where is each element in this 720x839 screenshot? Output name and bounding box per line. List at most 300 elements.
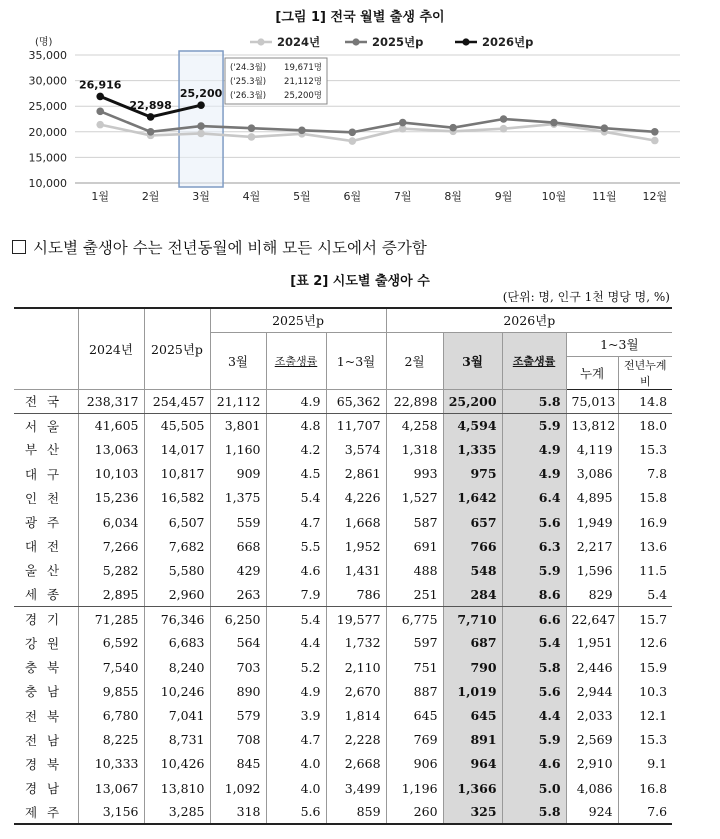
val-2026-mar: 790: [443, 655, 502, 679]
point-2-0: [96, 93, 104, 101]
val-2026-feb: 260: [386, 800, 443, 824]
val-2025: 45,505: [144, 413, 210, 437]
val-2025-janmar: 2,861: [326, 462, 386, 486]
val-2025-cbr: 4.0: [266, 752, 326, 776]
val-2024: 41,605: [78, 413, 144, 437]
table-row: [14, 631, 672, 655]
region-name: [14, 413, 78, 437]
val-2026-cbr: 6.3: [502, 534, 566, 558]
region-char: 세: [24, 587, 38, 603]
val-2024: 6,592: [78, 631, 144, 655]
point-2-2: [197, 101, 205, 109]
val-2024: 3,156: [78, 800, 144, 824]
region-char: 제: [24, 804, 38, 820]
unit-note: (단위: 명, 인구 1천 명당 명, %): [502, 290, 670, 304]
x-tick-label: 2월: [141, 190, 160, 203]
val-2025-janmar: 19,577: [326, 607, 386, 631]
region-name: [14, 389, 78, 413]
val-2025: 10,246: [144, 679, 210, 703]
table-row: [14, 679, 672, 703]
tooltip-label: ('24.3월): [230, 63, 267, 73]
point-0-3: [248, 133, 256, 141]
val-2026-yoy: 7.6: [618, 800, 672, 824]
region-char: 주: [46, 515, 60, 531]
region-name: [14, 607, 78, 631]
val-2025: 13,810: [144, 776, 210, 800]
val-2024: 238,317: [78, 389, 144, 413]
val-2025-mar: 1,092: [210, 776, 266, 800]
y-axis-unit: (명): [35, 37, 53, 48]
table-row: [14, 800, 672, 824]
table-row: [14, 752, 672, 776]
legend-label: 2025년p: [372, 35, 424, 49]
val-2025-cbr: 5.5: [266, 534, 326, 558]
header-yoy: 전년누계비: [618, 356, 672, 389]
val-2026-yoy: 5.4: [618, 583, 672, 607]
val-2025: 254,457: [144, 389, 210, 413]
val-2025-mar: 909: [210, 462, 266, 486]
val-2026-yoy: 18.0: [618, 413, 672, 437]
val-2026-cbr: 5.6: [502, 679, 566, 703]
val-2024: 2,895: [78, 583, 144, 607]
val-2025-mar: 703: [210, 655, 266, 679]
legend-marker-1: [352, 38, 359, 45]
point-1-2: [197, 122, 205, 130]
region-char: 대: [24, 539, 38, 555]
val-2026-cbr: 5.9: [502, 558, 566, 582]
val-2025-mar: 1,160: [210, 437, 266, 461]
val-2026-yoy: 13.6: [618, 534, 672, 558]
region-name: [14, 534, 78, 558]
val-2026-yoy: 9.1: [618, 752, 672, 776]
val-2025-mar: 318: [210, 800, 266, 824]
val-2026-cbr: 8.6: [502, 583, 566, 607]
val-2024: 9,855: [78, 679, 144, 703]
figure-title: [그림 1] 전국 월별 출생 추이: [275, 10, 445, 25]
region-name: [14, 776, 78, 800]
point-1-8: [500, 115, 508, 123]
val-2026-cbr: 5.8: [502, 655, 566, 679]
table-row: [14, 583, 672, 607]
val-2025: 5,580: [144, 558, 210, 582]
val-2025-cbr: 4.8: [266, 413, 326, 437]
region-name: [14, 486, 78, 510]
val-2024: 6,034: [78, 510, 144, 534]
val-2025-mar: 579: [210, 703, 266, 727]
val-2025-mar: 890: [210, 679, 266, 703]
header-2026-mar: 3월: [443, 332, 502, 389]
val-2026-cum: 1,951: [566, 631, 618, 655]
val-2025-cbr: 4.0: [266, 776, 326, 800]
val-2026-cum: 4,086: [566, 776, 618, 800]
val-2025: 3,285: [144, 800, 210, 824]
val-2024: 13,063: [78, 437, 144, 461]
x-tick-label: 6월: [343, 190, 362, 203]
x-tick-label: 7월: [393, 190, 412, 203]
region-name: [14, 728, 78, 752]
march-highlight-box: [179, 51, 223, 187]
val-2025: 7,682: [144, 534, 210, 558]
x-tick-label: 8월: [444, 190, 462, 203]
val-2026-cbr: 5.9: [502, 413, 566, 437]
val-2026-feb: 645: [386, 703, 443, 727]
val-2025-janmar: 786: [326, 583, 386, 607]
val-2026-feb: 251: [386, 583, 443, 607]
region-char: 울: [46, 418, 60, 434]
val-2026-feb: 488: [386, 558, 443, 582]
region-char: 국: [46, 394, 60, 410]
x-tick-label: 9월: [494, 190, 513, 203]
point-0-5: [348, 137, 356, 145]
x-tick-label: 11월: [592, 190, 617, 203]
val-2025-cbr: 7.9: [266, 583, 326, 607]
val-2025: 2,960: [144, 583, 210, 607]
point-1-1: [147, 128, 155, 136]
val-2026-feb: 769: [386, 728, 443, 752]
val-2026-yoy: 14.8: [618, 389, 672, 413]
region-name: [14, 583, 78, 607]
region-char: 충: [24, 660, 38, 676]
region-name: [14, 631, 78, 655]
val-2026-mar: 766: [443, 534, 502, 558]
point-1-9: [550, 119, 558, 127]
point-1-10: [601, 124, 609, 132]
tooltip-value: 19,671명: [284, 63, 322, 73]
table-row: [14, 510, 672, 534]
val-2025: 10,817: [144, 462, 210, 486]
x-tick-label: 10월: [541, 190, 567, 203]
val-2026-cum: 75,013: [566, 389, 618, 413]
val-2025-mar: 708: [210, 728, 266, 752]
point-1-4: [298, 126, 306, 134]
table-row: [14, 728, 672, 752]
region-char: 경: [24, 612, 38, 628]
val-2025: 8,731: [144, 728, 210, 752]
region-name: [14, 679, 78, 703]
val-2026-feb: 22,898: [386, 389, 443, 413]
table-row: [14, 558, 672, 582]
val-2025: 16,582: [144, 486, 210, 510]
val-2026-mar: 548: [443, 558, 502, 582]
table-row: [14, 486, 672, 510]
val-2026-cbr: 6.4: [502, 486, 566, 510]
val-2024: 7,266: [78, 534, 144, 558]
region-char: 광: [24, 515, 38, 531]
table-row: [14, 776, 672, 800]
header-2024: 2024년: [78, 308, 144, 389]
val-2026-feb: 6,775: [386, 607, 443, 631]
header-group-2026: 2026년p: [386, 308, 672, 332]
table-row: [14, 607, 672, 631]
region-char: 남: [46, 732, 60, 748]
val-2026-cbr: 4.6: [502, 752, 566, 776]
x-tick-label: 5월: [293, 190, 311, 203]
val-2026-cum: 1,596: [566, 558, 618, 582]
region-char: 전: [24, 394, 38, 410]
region-name: [14, 703, 78, 727]
val-2025-cbr: 5.4: [266, 607, 326, 631]
val-2024: 7,540: [78, 655, 144, 679]
point-1-11: [651, 128, 659, 136]
val-2026-cum: 924: [566, 800, 618, 824]
val-2026-cum: 829: [566, 583, 618, 607]
val-2025-janmar: 2,110: [326, 655, 386, 679]
val-2025-janmar: 859: [326, 800, 386, 824]
val-2025-cbr: 4.2: [266, 437, 326, 461]
table-title: [표 2] 시도별 출생아 수: [290, 274, 430, 289]
point-1-3: [248, 124, 256, 132]
val-2024: 13,067: [78, 776, 144, 800]
val-2026-cum: 2,033: [566, 703, 618, 727]
tooltip-value: 21,112명: [284, 77, 322, 87]
val-2026-yoy: 15.7: [618, 607, 672, 631]
y-tick-label: 25,000: [28, 100, 67, 114]
region-name: [14, 752, 78, 776]
legend-marker-0: [257, 38, 264, 45]
data-label: 25,200: [179, 87, 223, 101]
val-2025-mar: 845: [210, 752, 266, 776]
region-char: 천: [46, 490, 60, 506]
val-2026-cbr: 5.6: [502, 510, 566, 534]
val-2026-cum: 3,086: [566, 462, 618, 486]
val-2026-yoy: 12.1: [618, 703, 672, 727]
val-2026-yoy: 7.8: [618, 462, 672, 486]
header-2026-cbr: 조출생률: [502, 332, 566, 389]
val-2026-mar: 1,366: [443, 776, 502, 800]
table-row: [14, 655, 672, 679]
data-label: 26,916: [78, 78, 122, 92]
region-char: 남: [46, 781, 60, 797]
region-char: 전: [46, 539, 60, 555]
val-2025-cbr: 4.6: [266, 558, 326, 582]
val-2026-cum: 2,446: [566, 655, 618, 679]
val-2026-feb: 751: [386, 655, 443, 679]
val-2025: 10,426: [144, 752, 210, 776]
region-char: 부: [24, 442, 38, 458]
val-2025-janmar: 1,431: [326, 558, 386, 582]
val-2025-cbr: 5.6: [266, 800, 326, 824]
legend-marker-2: [462, 38, 469, 45]
val-2025-cbr: 4.4: [266, 631, 326, 655]
point-1-6: [399, 119, 407, 127]
val-2026-yoy: 16.9: [618, 510, 672, 534]
region-char: 산: [46, 563, 60, 579]
val-2026-mar: 25,200: [443, 389, 502, 413]
val-2026-feb: 691: [386, 534, 443, 558]
table-row: [14, 462, 672, 486]
header-2026-feb: 2월: [386, 332, 443, 389]
region-char: 인: [24, 490, 38, 506]
val-2025: 8,240: [144, 655, 210, 679]
table-row: [14, 437, 672, 461]
val-2026-cbr: 5.4: [502, 631, 566, 655]
val-2026-yoy: 15.3: [618, 728, 672, 752]
section-heading: [12, 236, 427, 258]
val-2026-feb: 887: [386, 679, 443, 703]
val-2026-cum: 2,910: [566, 752, 618, 776]
region-char: 경: [24, 756, 38, 772]
val-2025-janmar: 2,668: [326, 752, 386, 776]
table-row: [14, 703, 672, 727]
val-2024: 6,780: [78, 703, 144, 727]
region-name: [14, 558, 78, 582]
y-tick-label: 10,000: [28, 177, 67, 190]
val-2026-cum: 2,217: [566, 534, 618, 558]
val-2026-feb: 993: [386, 462, 443, 486]
val-2026-mar: 1,019: [443, 679, 502, 703]
val-2025-janmar: 1,732: [326, 631, 386, 655]
val-2025-mar: 564: [210, 631, 266, 655]
header-group-2025: 2025년p: [210, 308, 386, 332]
section-heading-text: 시도별 출생아 수는 전년동월에 비해 모든 시도에서 증가함: [33, 239, 427, 257]
table-row: [14, 389, 672, 413]
val-2025-janmar: 1,814: [326, 703, 386, 727]
val-2025-janmar: 3,499: [326, 776, 386, 800]
data-label: 22,898: [129, 98, 172, 112]
val-2025-cbr: 4.7: [266, 728, 326, 752]
val-2026-mar: 284: [443, 583, 502, 607]
val-2026-feb: 906: [386, 752, 443, 776]
header-2025: 2025년p: [144, 308, 210, 389]
region-char: 충: [24, 684, 38, 700]
y-tick-label: 20,000: [28, 125, 67, 139]
val-2024: 15,236: [78, 486, 144, 510]
val-2025-cbr: 4.7: [266, 510, 326, 534]
point-0-0: [96, 121, 104, 129]
val-2026-mar: 687: [443, 631, 502, 655]
val-2026-cum: 13,812: [566, 413, 618, 437]
val-2026-mar: 1,335: [443, 437, 502, 461]
val-2025-mar: 668: [210, 534, 266, 558]
region-name: [14, 800, 78, 824]
val-2026-cum: 4,119: [566, 437, 618, 461]
val-2026-cbr: 5.8: [502, 389, 566, 413]
region-char: 강: [24, 635, 38, 651]
val-2025: 6,683: [144, 631, 210, 655]
region-char: 북: [46, 756, 60, 772]
point-1-5: [348, 129, 356, 137]
val-2025-janmar: 65,362: [326, 389, 386, 413]
val-2025: 76,346: [144, 607, 210, 631]
region-char: 구: [46, 466, 60, 482]
val-2026-yoy: 12.6: [618, 631, 672, 655]
legend-label: 2026년p: [482, 35, 534, 49]
val-2026-yoy: 15.9: [618, 655, 672, 679]
region-char: 경: [24, 781, 38, 797]
val-2025-janmar: 4,226: [326, 486, 386, 510]
val-2026-feb: 597: [386, 631, 443, 655]
val-2026-cum: 2,944: [566, 679, 618, 703]
val-2026-mar: 4,594: [443, 413, 502, 437]
table-row: [14, 413, 672, 437]
val-2026-feb: 1,318: [386, 437, 443, 461]
region-char: 산: [46, 442, 60, 458]
val-2025-janmar: 2,228: [326, 728, 386, 752]
header-2025-mar: 3월: [210, 332, 266, 389]
val-2024: 10,103: [78, 462, 144, 486]
val-2026-feb: 587: [386, 510, 443, 534]
region-char: 전: [24, 708, 38, 724]
val-2025-mar: 559: [210, 510, 266, 534]
region-char: 종: [46, 587, 60, 603]
x-tick-label: 4월: [242, 190, 261, 203]
checkbox-square-icon: [12, 240, 26, 254]
val-2026-mar: 7,710: [443, 607, 502, 631]
region-char: 울: [24, 563, 38, 579]
val-2026-cbr: 5.8: [502, 800, 566, 824]
val-2025-cbr: 5.2: [266, 655, 326, 679]
val-2026-cbr: 4.9: [502, 462, 566, 486]
point-1-7: [449, 124, 457, 132]
val-2026-mar: 657: [443, 510, 502, 534]
header-cumulative: 누계: [566, 356, 618, 389]
val-2025-mar: 6,250: [210, 607, 266, 631]
tooltip-label: ('26.3월): [230, 91, 267, 101]
val-2025-mar: 263: [210, 583, 266, 607]
val-2026-mar: 891: [443, 728, 502, 752]
val-2025-cbr: 3.9: [266, 703, 326, 727]
val-2026-cum: 22,647: [566, 607, 618, 631]
region-char: 주: [46, 804, 60, 820]
monthly-births-line-chart: [0, 30, 720, 215]
val-2026-cbr: 6.6: [502, 607, 566, 631]
point-0-11: [651, 137, 659, 145]
region-char: 북: [46, 708, 60, 724]
val-2025-cbr: 4.5: [266, 462, 326, 486]
table-row: [14, 534, 672, 558]
val-2025-mar: 429: [210, 558, 266, 582]
x-tick-label: 12월: [642, 190, 668, 203]
val-2026-yoy: 16.8: [618, 776, 672, 800]
val-2026-cum: 1,949: [566, 510, 618, 534]
val-2025-janmar: 1,952: [326, 534, 386, 558]
val-2026-cbr: 4.4: [502, 703, 566, 727]
val-2024: 10,333: [78, 752, 144, 776]
point-2-1: [147, 113, 155, 121]
region-char: 대: [24, 466, 38, 482]
header-region: [14, 308, 78, 389]
region-char: 전: [24, 732, 38, 748]
region-name: [14, 510, 78, 534]
val-2026-feb: 4,258: [386, 413, 443, 437]
val-2026-feb: 1,527: [386, 486, 443, 510]
region-char: 원: [46, 635, 60, 651]
val-2025-mar: 1,375: [210, 486, 266, 510]
val-2026-mar: 1,642: [443, 486, 502, 510]
legend-label: 2024년: [277, 35, 321, 49]
val-2026-yoy: 15.3: [618, 437, 672, 461]
val-2026-cum: 4,895: [566, 486, 618, 510]
val-2026-mar: 975: [443, 462, 502, 486]
val-2026-yoy: 10.3: [618, 679, 672, 703]
val-2025-janmar: 11,707: [326, 413, 386, 437]
val-2026-cbr: 5.9: [502, 728, 566, 752]
val-2025-janmar: 2,670: [326, 679, 386, 703]
val-2025-janmar: 3,574: [326, 437, 386, 461]
val-2025-cbr: 4.9: [266, 389, 326, 413]
y-tick-label: 15,000: [28, 151, 67, 165]
val-2026-mar: 645: [443, 703, 502, 727]
val-2026-mar: 325: [443, 800, 502, 824]
tooltip-label: ('25.3월): [230, 77, 267, 87]
region-char: 기: [46, 612, 60, 628]
val-2024: 5,282: [78, 558, 144, 582]
point-0-8: [500, 125, 508, 133]
region-char: 북: [46, 660, 60, 676]
header-2025-janmar: 1~3월: [326, 332, 386, 389]
region-char: 서: [24, 418, 38, 434]
val-2024: 8,225: [78, 728, 144, 752]
